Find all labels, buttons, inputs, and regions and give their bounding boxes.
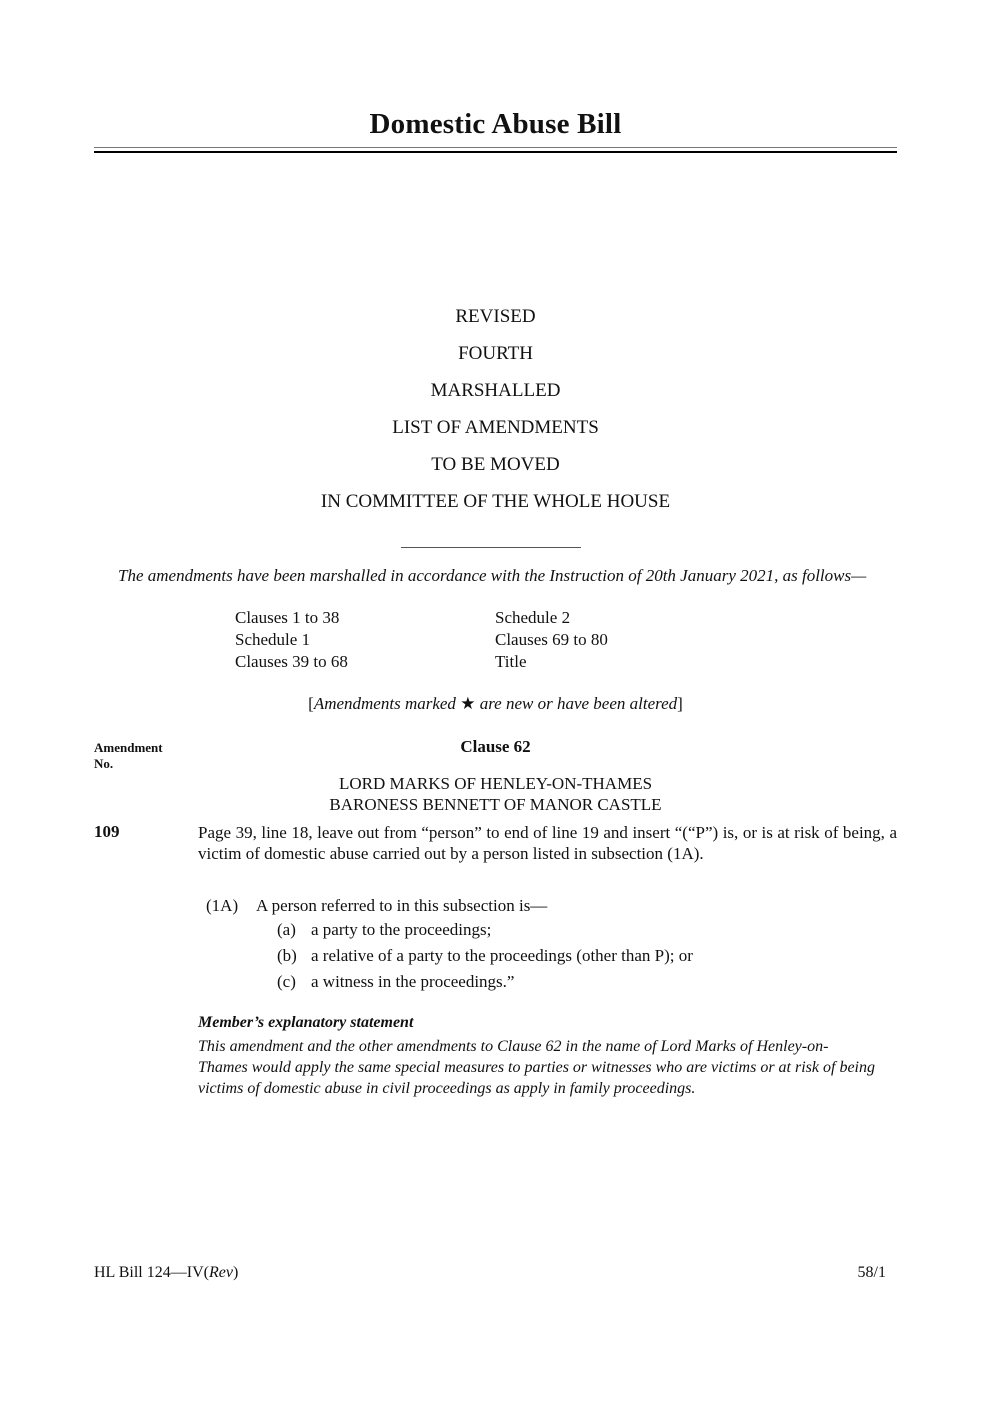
paragraph-label: (a) [277,920,296,939]
explanatory-statement-heading: Member’s explanatory statement [198,1014,414,1031]
subsection-text: A person referred to in this subsection is— [256,896,548,915]
title-rule-thick [94,151,897,153]
label-line: No. [94,756,114,771]
order-item: Clauses 1 to 38 [235,608,340,627]
amendments-note [0,694,991,714]
mover-name: LORD MARKS OF HENLEY-ON-THAMES [338,774,653,793]
page-reference: 58/1 [857,1264,886,1281]
amendment-text: Page 39, line 18, leave out from “person” to end of line 19 and insert “(“P”) is, or is at risk of being, a victim of domestic abuse carried out by a person listed in subsection (1A). [198,823,897,863]
marshalling-intro: The amendments have been marshalled in accordance with the Instruction of 20th January 2021, as follows— [118,566,867,585]
order-column-2 [495,607,608,673]
star-icon: ★ [460,694,476,713]
heading-line: TO BE MOVED [431,454,560,475]
subsection-label: (1A) [206,896,239,915]
order-item: Clauses 39 to 68 [235,652,348,671]
document-heading [0,305,991,527]
order-item: Schedule 2 [495,608,571,627]
heading-line: REVISED [455,306,536,327]
bill-ref-rev: Rev [208,1264,233,1281]
bill-title: Domestic Abuse Bill [369,108,622,140]
paragraph-a [277,920,491,940]
bill-ref-close: ) [232,1264,239,1281]
label-line: Amendment [94,740,163,755]
paragraph-text: a witness in the proceedings.” [311,972,515,991]
note-text-before: Amendments marked [313,694,461,713]
order-item: Schedule 1 [235,630,311,649]
bill-ref-text: HL Bill 124—IV( [94,1264,209,1281]
heading-line: LIST OF AMENDMENTS [392,417,599,438]
note-bracket-close: ] [677,694,683,713]
paragraph-label: (b) [277,946,297,965]
paragraph-label: (c) [277,972,296,991]
order-item: Title [495,652,527,671]
heading-line: IN COMMITTEE OF THE WHOLE HOUSE [320,491,671,512]
amendment-number: 109 [94,822,120,841]
paragraph-text: a party to the proceedings; [311,920,492,939]
section-separator [401,547,581,548]
order-column-1 [235,607,348,673]
heading-line: MARSHALLED [430,380,561,401]
clause-heading: Clause 62 [460,737,531,756]
paragraph-text: a relative of a party to the proceedings (other than P); or [311,946,693,965]
title-rule-thin [94,147,897,148]
amendment-movers [0,773,991,815]
explanatory-statement-body: This amendment and the other amendments to Clause 62 in the name of Lord Marks of Henley-on-Thames would apply the same special measures to parties or witnesses who are victims or at risk of being victims of domestic abuse in civil proceedings as apply in family proceedings. [198,1038,875,1097]
note-text-after: are new or have been altered [475,694,678,713]
order-item: Clauses 69 to 80 [495,630,608,649]
paragraph-c [277,972,514,992]
bill-reference [94,1264,238,1282]
note-bracket-open: [ [308,694,314,713]
paragraph-b [277,946,693,966]
heading-line: FOURTH [458,343,533,364]
subsection-1a [206,895,547,916]
mover-name: BARONESS BENNETT OF MANOR CASTLE [329,795,662,814]
